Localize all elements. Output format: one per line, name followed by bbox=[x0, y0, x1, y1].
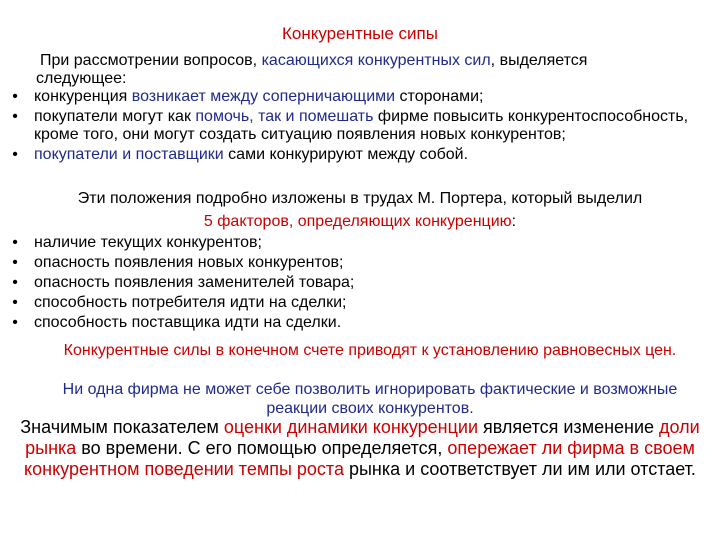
list-item-text: фирме повысить конкурентоспособность, кроме того, они могут создать ситуацию появления новых конкурентов; bbox=[34, 108, 689, 143]
bullet-icon: • bbox=[12, 108, 18, 125]
intro-line-1 bbox=[36, 52, 686, 70]
list-item-text: покупатели и поставщики bbox=[34, 146, 224, 163]
factors-line bbox=[0, 212, 720, 231]
factors-colon: : bbox=[511, 213, 517, 230]
final-text-1: Значимым показателем bbox=[20, 417, 224, 437]
list-item-text: сторонами; bbox=[395, 88, 484, 105]
bullet-icon: • bbox=[12, 146, 18, 163]
final-text-3: во времени. С его помощью определяется, bbox=[76, 438, 448, 458]
final-highlight-2: доли рынка bbox=[25, 417, 700, 458]
intro-paragraph bbox=[36, 52, 686, 88]
conclusion-reactions: Ни одна фирма не может себе позволить игнорировать фактические и возможные реакции своих конкурентов. bbox=[62, 381, 678, 417]
conclusion-equilibrium: Конкурентные силы в конечном счете приводят к установлению равновесных цен. bbox=[63, 342, 677, 359]
list-item bbox=[6, 314, 696, 332]
list-item-text: опасность появления новых конкурентов; bbox=[34, 254, 344, 271]
list-item bbox=[6, 274, 696, 292]
list-item bbox=[6, 254, 696, 272]
intro-highlight: касающихся конкурентных сил bbox=[261, 52, 491, 69]
list-item bbox=[6, 146, 696, 164]
list-item bbox=[6, 88, 696, 106]
list-item-text: способность потребителя идти на сделки; bbox=[34, 294, 347, 311]
bullet-icon: • bbox=[12, 314, 18, 331]
intro-text-tail: , выделяется bbox=[490, 52, 588, 69]
bullet-icon: • bbox=[12, 294, 18, 311]
intro-text: При рассмотрении вопросов, bbox=[40, 52, 262, 69]
factors-highlight: 5 факторов, определяющих конкуренцию bbox=[203, 213, 512, 230]
porter-line: Эти положения подробно изложены в трудах М. Портера, который выделил bbox=[77, 190, 643, 207]
bullet-icon: • bbox=[12, 234, 18, 251]
final-text-4: рынка и соответствует ли им или отстает. bbox=[343, 459, 696, 479]
bullet-icon: • bbox=[12, 88, 18, 105]
forces-list bbox=[6, 88, 696, 166]
list-item-text: возникает между соперничающими bbox=[131, 88, 396, 105]
list-item-text: покупатели могут как bbox=[34, 108, 196, 125]
list-item-text: сами конкурируют между собой. bbox=[223, 146, 469, 163]
bullet-icon: • bbox=[12, 274, 18, 291]
bullet-icon: • bbox=[12, 254, 18, 271]
list-item-text: наличие текущих конкурентов; bbox=[34, 234, 262, 251]
list-item-text: конкуренция bbox=[34, 88, 132, 105]
list-item bbox=[6, 234, 696, 252]
final-highlight-3: опережает ли фирма в своем конкурентном поведении темпы роста bbox=[24, 438, 695, 479]
list-item-text: способность поставщика идти на сделки. bbox=[34, 314, 342, 331]
list-item bbox=[6, 108, 696, 144]
final-highlight-1: оценки динамики конкуренции bbox=[223, 417, 479, 437]
list-item-text: опасность появления заменителей товара; bbox=[34, 274, 355, 291]
intro-line-2: следующее: bbox=[36, 70, 127, 87]
list-item-text: помочь, так и помешать bbox=[195, 108, 374, 125]
final-paragraph bbox=[4, 417, 716, 480]
list-item bbox=[6, 294, 696, 312]
slide-title: Конкурентные сипы bbox=[282, 24, 438, 43]
factors-list bbox=[6, 234, 696, 334]
final-text-2: является изменение bbox=[478, 417, 660, 437]
